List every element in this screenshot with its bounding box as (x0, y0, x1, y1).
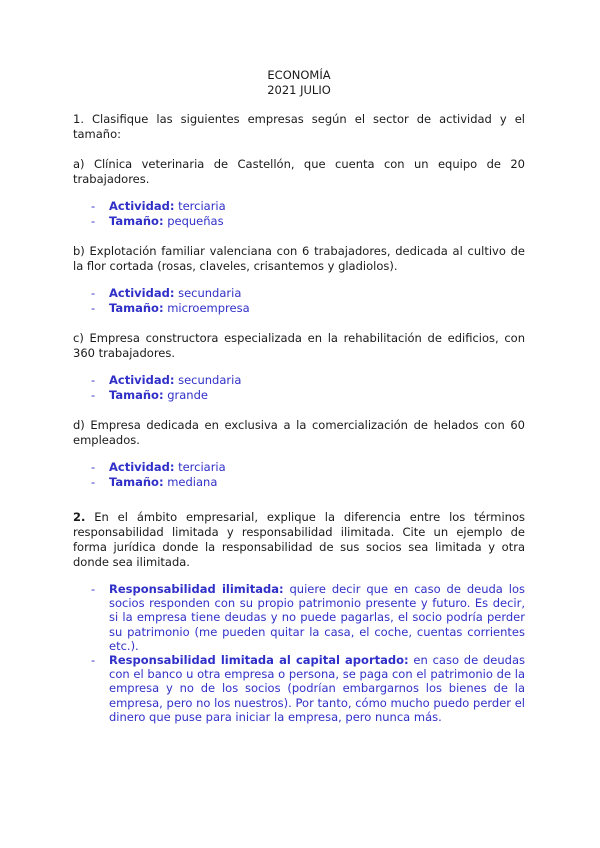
bullet-dash: - (91, 388, 96, 402)
answer-ilimitada (91, 582, 525, 653)
bullet-dash: - (91, 460, 96, 474)
actividad-value: secundaria (174, 373, 242, 387)
item-d-statement: d) Empresa dedicada en exclusiva a la comercialización de helados con 60 empleados. (73, 418, 525, 447)
item-a-statement: a) Clínica veterinaria de Castellón, que cuenta con un equipo de 20 trabajadores. (73, 157, 525, 186)
tamano-value: mediana (163, 475, 218, 489)
bullet-dash: - (91, 373, 96, 387)
item-d-answers (73, 460, 525, 490)
item-a-tamano (91, 214, 525, 229)
item-a-answers (73, 199, 525, 229)
answer-limitada (91, 653, 525, 724)
bullet-dash: - (91, 653, 96, 668)
actividad-label: Actividad: (109, 199, 175, 213)
actividad-label: Actividad: (109, 286, 175, 300)
question-2-number: 2. (73, 510, 86, 524)
item-c-answers (73, 373, 525, 403)
tamano-value: microempresa (163, 301, 250, 315)
answer-limitada-label: Responsabilidad limitada al capital aportado: (109, 653, 409, 668)
answer-ilimitada-label: Responsabilidad ilimitada: (109, 582, 284, 596)
question-2 (73, 510, 525, 570)
answer-limitada-text: en caso de deudas con el banco u otra empresa o persona, se paga con el patrimonio de la empresa y no de los socios (podrían embargarnos los bienes de la empresa, pero no los nuestros). Por tanto, cómo mucho puedo perder el dinero que puse para iniciar la empresa, pero nunca más. (109, 653, 525, 724)
bullet-dash: - (91, 475, 96, 489)
item-b-statement: b) Explotación familiar valenciana con 6 trabajadores, dedicada al cultivo de la flor cortada (rosas, claveles, crisantemos y gladiolos). (73, 244, 525, 273)
item-d-tamano (91, 475, 525, 490)
item-a-actividad (91, 199, 525, 214)
tamano-label: Tamaño: (109, 301, 164, 315)
document-subtitle: 2021 JULIO (267, 83, 331, 97)
item-d-actividad (91, 460, 525, 475)
actividad-value: terciaria (174, 460, 226, 474)
tamano-label: Tamaño: (109, 214, 164, 228)
item-c-statement: c) Empresa constructora especializada en la rehabilitación de edificios, con 360 trabajadores. (73, 331, 525, 360)
document-title: ECONOMÍA (267, 68, 331, 82)
item-b-actividad (91, 286, 525, 301)
actividad-value: secundaria (174, 286, 242, 300)
tamano-label: Tamaño: (109, 475, 164, 489)
tamano-value: pequeñas (163, 214, 224, 228)
bullet-dash: - (91, 214, 96, 228)
answer-ilimitada-text: quiere decir que en caso de deuda los socios responden con su propio patrimonio presente y futuro. Es decir, si la empresa tiene deudas y no puede pagarlas, el socio podría perder su patrimonio (me pueden quitar la casa, el coche, cuentas corrientes etc.). (109, 582, 525, 653)
tamano-value: grande (163, 388, 208, 402)
question-2-text: En el ámbito empresarial, explique la diferencia entre los términos responsabilidad limitada y responsabilidad ilimitada. Cite un ejemplo de forma jurídica donde la responsabilidad de sus socios sea limitada y otra donde sea ilimitada. (73, 510, 525, 569)
document-header (73, 68, 525, 98)
bullet-dash: - (91, 301, 96, 315)
question-2-answers (73, 582, 525, 724)
item-b-answers (73, 286, 525, 316)
item-c-actividad (91, 373, 525, 388)
bullet-dash: - (91, 199, 96, 213)
actividad-label: Actividad: (109, 460, 175, 474)
bullet-dash: - (91, 582, 96, 596)
item-c-tamano (91, 388, 525, 403)
document-page (73, 68, 525, 724)
actividad-value: terciaria (174, 199, 226, 213)
question-1: 1. Clasifique las siguientes empresas según el sector de actividad y el tamaño: (73, 112, 525, 141)
tamano-label: Tamaño: (109, 388, 164, 402)
bullet-dash: - (91, 286, 96, 300)
item-b-tamano (91, 301, 525, 316)
actividad-label: Actividad: (109, 373, 175, 387)
